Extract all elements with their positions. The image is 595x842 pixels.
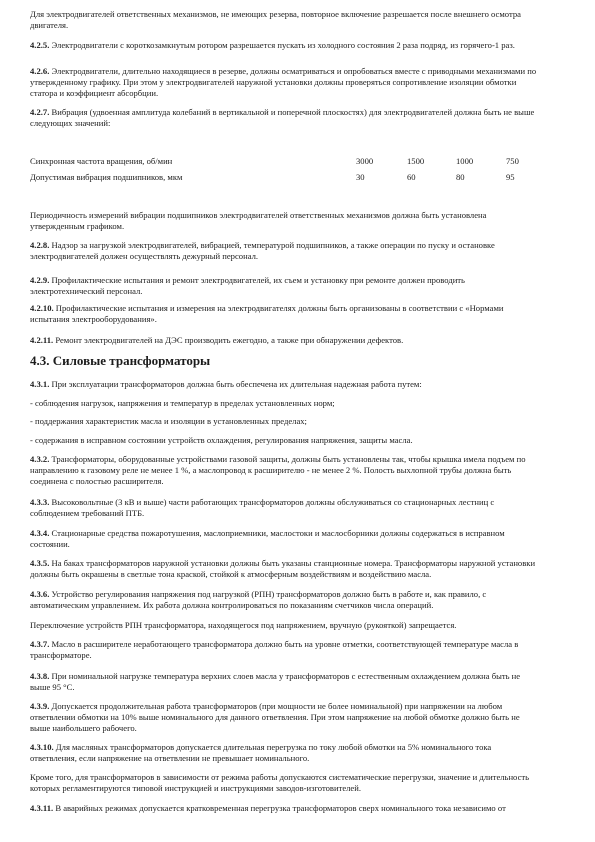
text-line: Для электродвигателей ответственных механизмов, не имеющих резерва, повторное включение разрешается после внешнего осмотра [30,9,521,19]
clause-number: 4.2.6. [30,66,50,76]
table-row-label: Синхронная частота вращения, об/мин [30,156,173,166]
clause-4-3-8 [30,671,570,693]
table-cell: 60 [407,172,416,182]
clause-number: 4.3.1. [30,379,50,389]
section-heading: 4.3. Силовые трансформаторы [30,353,211,368]
text-line: утвержденному графику. При этом у электродвигателей наружной установки должны проверяться сопротивление изоляции обмотки [30,77,517,87]
text-line: ответвлении обмотки на 10% выше номинального для данного ответвления. При этом напряжение на любой обмотке должно быть не [30,712,520,722]
text-fragment: При номинальной нагрузке температура верхних слоев масла у трансформаторов с естественным охлаждением должна быть не [49,671,521,681]
text-line: Периодичность измерений вибрации подшипников электродвигателей ответственных механизмов должна быть установлена [30,210,487,220]
clause-number: 4.2.5. [30,40,50,50]
text-line: - поддержания характеристик масла и изоляции в установленных пределах; [30,416,307,426]
clause-number: 4.3.11. [30,803,54,813]
text-fragment: Допускается продолжительная работа трансформаторов (при мощности не более номинальной) при напряжении на любом [49,701,503,711]
table-cell: 95 [506,172,515,182]
clause-number: 4.3.4. [30,528,50,538]
text-fragment: Вибрация (удвоенная амплитуда колебаний в вертикальной и поперечной плоскостях) для электродвигателей должна быть не выше [49,107,535,117]
table-cell: 750 [506,156,519,166]
text-line [30,742,570,753]
table-cell: 30 [356,172,365,182]
clause-number: 4.3.10. [30,742,54,752]
text-line: утвержденным графиком. [30,221,125,231]
clause-4-3-1 [30,379,570,390]
clause-number: 4.3.3. [30,497,50,507]
table-cell: 3000 [356,156,374,166]
text-line [30,379,570,390]
clause-4-3-11 [30,803,570,814]
text-line [30,454,570,465]
clause-number: 4.2.9. [30,275,50,285]
clause-4-2-6 [30,66,570,99]
text-line: электротехнический персонал. [30,286,143,296]
text-line: - соблюдения нагрузок, напряжения и температур в пределах установленных норм; [30,398,335,408]
text-line: направлению к газовому реле не менее 1 %, а маслопровод к расширителю - не менее 2 %. Полость выхлопной трубы должна быть [30,465,512,475]
clause-4-3-4 [30,528,570,550]
text-fragment: Электродвигатели с короткозамкнутым ротором разрешается пускать из холодного состояния 2 раза подряд, из горячего-1 раз. [49,40,515,50]
text-line [30,303,570,314]
clause-4-3-6 [30,589,570,611]
clause-number: 4.3.8. [30,671,50,681]
clause-number: 4.3.7. [30,639,50,649]
text-line [30,639,570,650]
clause-number: 4.3.2. [30,454,50,464]
text-fragment: Профилактические испытания и измерения на электродвигателях должны быть организованы в соответствии с «Нормами [53,303,504,313]
paragraph-overloads [30,772,570,794]
text-line: выше 95 °С. [30,682,75,692]
text-line [30,803,570,814]
text-line: автоматическим управлением. Их работа должна контролироваться по показаниям счетчиков числа операций. [30,600,434,610]
table-cell: 1500 [407,156,425,166]
table-row [30,156,570,167]
paragraph-rpn-switching [30,620,570,631]
clause-4-2-10 [30,303,570,325]
clause-number: 4.3.6. [30,589,50,599]
text-line: Переключение устройств РПН трансформатора, находящегося под напряжением, вручную (рукояткой) запрещается. [30,620,457,630]
text-line: следующих значений: [30,118,111,128]
text-fragment: Трансформаторы, оборудованные устройствами газовой защиты, должны быть установлены так, чтобы крышка имела подъем по [49,454,526,464]
list-item [30,435,570,446]
text-line: - содержания в исправном состоянии устройств охлаждения, регулирования напряжения, защиты масла. [30,435,413,445]
text-fragment: Высоковольтные (3 кВ и выше) части работающих трансформаторов должны обслуживаться со стационарных лестниц с [49,497,495,507]
text-line: электродвигателей должен осуществлять дежурный персонал. [30,251,259,261]
text-fragment: В аварийных режимах допускается кратковременная перегрузка трансформаторов сверх номинального тока независимо от [53,803,506,813]
table-row [30,172,570,183]
text-fragment: Электродвигатели, длительно находящиеся в резерве, должны осматриваться и опробоваться вместе с приводными механизмами по [49,66,537,76]
clause-4-2-7 [30,107,570,129]
text-line [30,275,570,286]
text-fragment: Ремонт электродвигателей на ДЭС производить ежегодно, а также при обнаружении дефектов. [53,335,404,345]
clause-number: 4.2.8. [30,240,50,250]
clause-4-2-5 [30,40,570,51]
text-line [30,335,570,346]
list-item [30,398,570,409]
clause-number: 4.2.7. [30,107,50,117]
text-line: выше наибольшего рабочего. [30,723,137,733]
text-line [30,66,570,77]
text-fragment: Надзор за нагрузкой электродвигателей, вибрацией, температурой подшипников, а также операции по пуску и остановке [49,240,495,250]
text-line: которых регламентируются типовой инструкцией и инструкциями заводов-изготовителей. [30,783,361,793]
clause-4-3-10 [30,742,570,764]
text-fragment: При эксплуатации трансформаторов должна быть обеспечена их длительная надежная работа путем: [49,379,422,389]
clause-4-2-9 [30,275,570,297]
text-line: Кроме того, для трансформаторов в зависимости от режима работы допускаются систематические перегрузки, значение и длительность [30,772,530,782]
text-line: ответвления, если напряжение на ответвлении не превышает номинального. [30,753,310,763]
text-line: двигателя. [30,20,69,30]
text-line: соединена с полостью расширителя. [30,476,164,486]
clause-number: 4.2.11. [30,335,54,345]
paragraph-intro [30,9,570,31]
text-line [30,701,570,712]
table-cell: 1000 [456,156,474,166]
clause-4-3-9 [30,701,570,734]
text-fragment: Профилактические испытания и ремонт электродвигателей, их съем и установку при ремонте должен проводить [49,275,465,285]
text-line: статора и коэффициент абсорбции. [30,88,159,98]
text-fragment: Для масляных трансформаторов допускается длительная перегрузка по току любой обмотки на 5% номинального тока [53,742,492,752]
text-line [30,107,570,118]
text-line [30,589,570,600]
text-line [30,528,570,539]
clause-number: 4.3.5. [30,558,50,568]
text-line [30,40,570,51]
text-line: соблюдением требований ПТБ. [30,508,145,518]
text-line: испытания электрооборудования». [30,314,157,324]
table-cell: 80 [456,172,465,182]
text-line: состоянии. [30,539,70,549]
list-item [30,416,570,427]
text-fragment: Стационарные средства пожаротушения, маслоприемники, маслостоки и маслосборники должны содержаться в исправном [49,528,505,538]
paragraph-periodicity [30,210,570,232]
clause-number: 4.2.10. [30,303,54,313]
clause-4-2-11 [30,335,570,346]
text-fragment: На баках трансформаторов наружной установки должны быть указаны станционные номера. Трансформаторы наружной установки [49,558,536,568]
clause-4-3-3 [30,497,570,519]
text-line [30,558,570,569]
text-fragment: Устройство регулирования напряжения под нагрузкой (РПН) трансформаторов должно быть в работе и, как правило, с [49,589,487,599]
text-line: трансформаторе. [30,650,92,660]
text-line [30,240,570,251]
text-fragment: Масло в расширителе неработающего трансформатора должно быть на уровне отметки, соответствующей температуре масла в [49,639,519,649]
clause-4-2-8 [30,240,570,262]
clause-4-3-5 [30,558,570,580]
table-row-label: Допустимая вибрация подшипников, мкм [30,172,183,182]
text-line [30,497,570,508]
text-line [30,671,570,682]
clause-4-3-2 [30,454,570,487]
clause-number: 4.3.9. [30,701,50,711]
text-line: должны быть окрашены в светлые тона краской, стойкой к атмосферным воздействиям и воздействию масла. [30,569,432,579]
clause-4-3-7 [30,639,570,661]
